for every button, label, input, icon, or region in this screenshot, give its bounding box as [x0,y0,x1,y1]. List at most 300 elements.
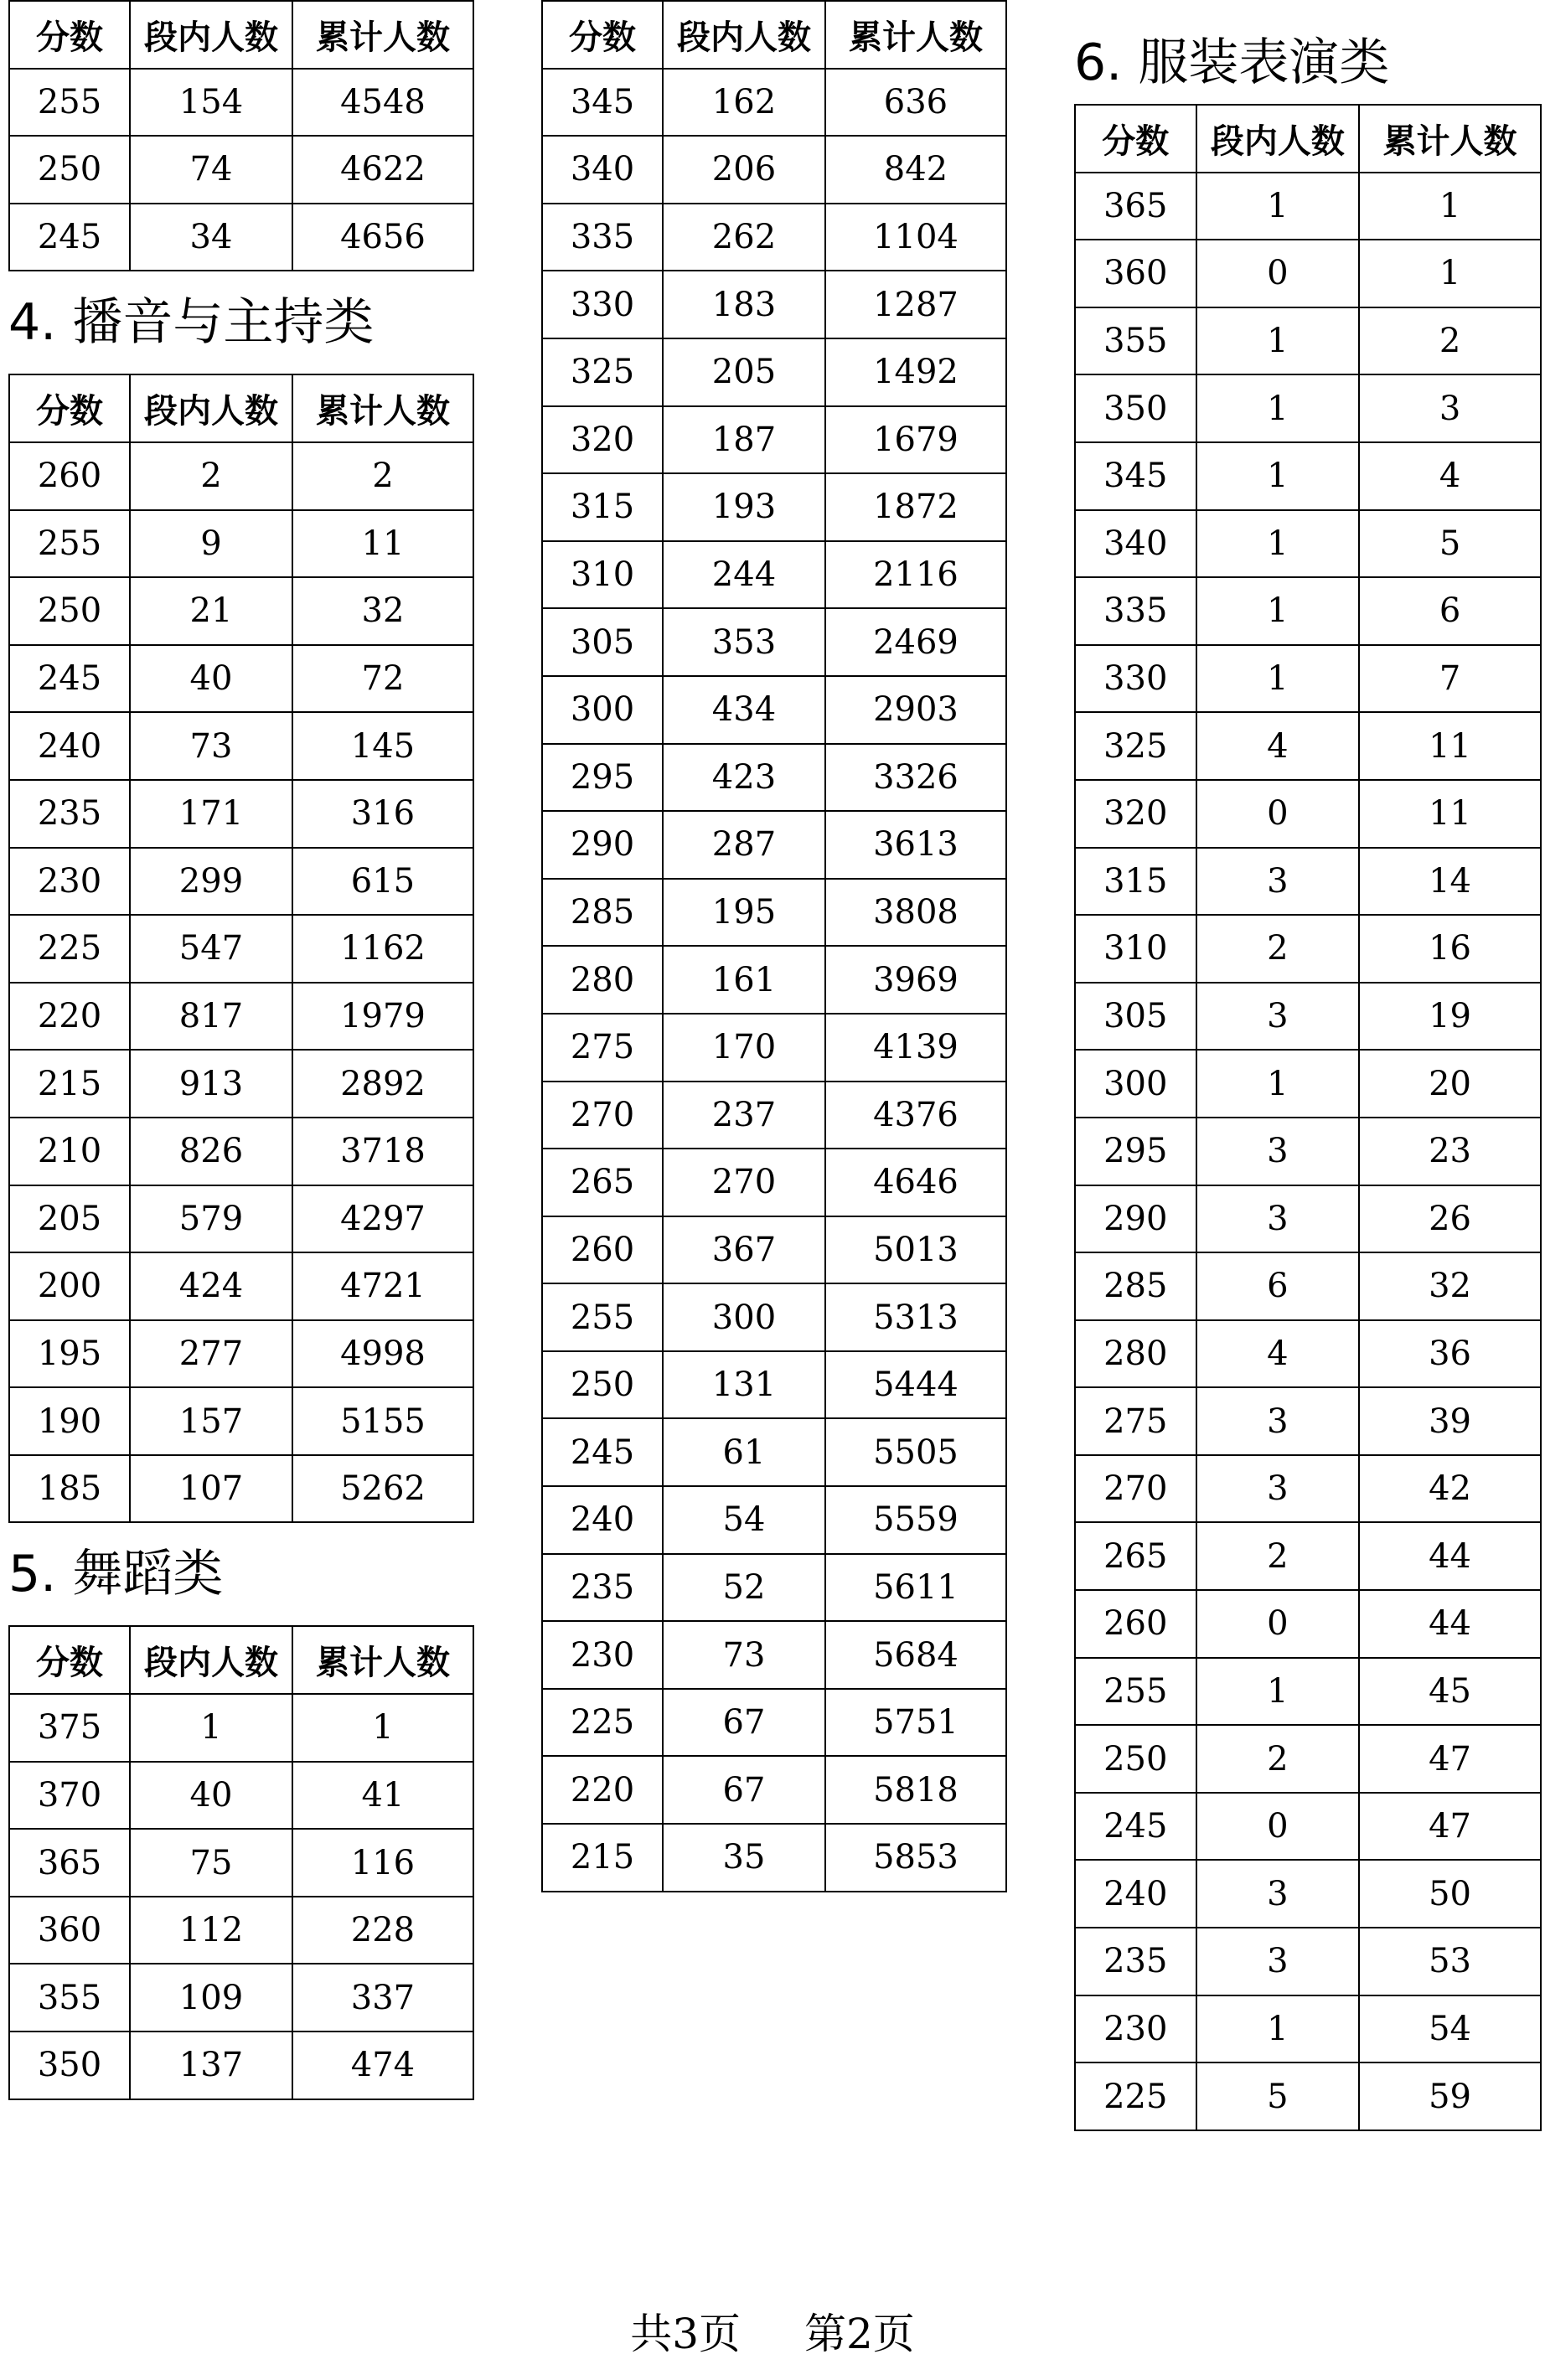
header-cumulative-count: 累计人数 [292,1626,473,1694]
table-row [542,204,1006,271]
score-table-dance [8,1625,474,2099]
table-row [542,541,1006,609]
table-row [9,848,473,916]
score-cell: 275 [1075,1387,1196,1455]
cumulative-count-cell: 53 [1359,1928,1541,1995]
score-table-fashion [1074,104,1542,2131]
segment-count-cell: 52 [663,1554,825,1622]
segment-count-cell: 107 [130,1455,292,1523]
table-row [542,1014,1006,1082]
cumulative-count-cell: 4656 [292,204,473,271]
segment-count-cell: 170 [663,1014,825,1082]
table-row [9,1050,473,1118]
cumulative-count-cell: 41 [292,1762,473,1830]
segment-count-cell: 54 [663,1486,825,1554]
segment-count-cell: 3 [1196,983,1360,1051]
segment-count-cell: 6 [1196,1252,1360,1320]
segment-count-cell: 3 [1196,1185,1360,1253]
score-cell: 265 [1075,1522,1196,1590]
cumulative-count-cell: 4297 [292,1185,473,1253]
cumulative-count-cell: 228 [292,1897,473,1964]
column-middle [541,0,1007,1892]
segment-count-cell: 424 [130,1252,292,1320]
segment-count-cell: 1 [1196,442,1360,510]
score-cell: 305 [1075,983,1196,1051]
table-row [9,1762,473,1830]
segment-count-cell: 21 [130,577,292,645]
score-cell: 240 [542,1486,663,1554]
cumulative-count-cell: 2469 [825,608,1006,676]
cumulative-count-cell: 4 [1359,442,1541,510]
cumulative-count-cell: 3969 [825,946,1006,1014]
cumulative-count-cell: 54 [1359,1995,1541,2063]
table-row [9,204,473,271]
table-row [1075,915,1541,983]
cumulative-count-cell: 2116 [825,541,1006,609]
table-row [9,915,473,983]
segment-count-cell: 73 [130,712,292,780]
segment-count-cell: 913 [130,1050,292,1118]
segment-count-cell: 547 [130,915,292,983]
table-header-row [9,1626,473,1694]
table-row [542,1216,1006,1284]
segment-count-cell: 154 [130,69,292,137]
score-cell: 230 [542,1621,663,1689]
score-cell: 295 [1075,1118,1196,1185]
score-cell: 240 [1075,1860,1196,1928]
table-header-row [9,374,473,442]
segment-count-cell: 367 [663,1216,825,1284]
score-cell: 320 [1075,780,1196,848]
cumulative-count-cell: 19 [1359,983,1541,1051]
segment-count-cell: 187 [663,406,825,474]
score-cell: 225 [9,915,130,983]
score-cell: 255 [1075,1658,1196,1726]
table-row [1075,1320,1541,1388]
score-cell: 375 [9,1694,130,1762]
segment-count-cell: 131 [663,1351,825,1419]
score-cell: 245 [542,1418,663,1486]
segment-count-cell: 262 [663,204,825,271]
cumulative-count-cell: 116 [292,1829,473,1897]
current-page: 第2页 [804,2310,915,2358]
cumulative-count-cell: 1 [292,1694,473,1762]
score-cell: 250 [542,1351,663,1419]
segment-count-cell: 299 [130,848,292,916]
score-cell: 215 [9,1050,130,1118]
score-cell: 195 [9,1320,130,1388]
segment-count-cell: 2 [130,442,292,510]
segment-count-cell: 826 [130,1118,292,1185]
score-cell: 230 [9,848,130,916]
header-segment-count: 段内人数 [130,1626,292,1694]
score-cell: 270 [1075,1455,1196,1523]
header-score: 分数 [1075,105,1196,173]
score-cell: 235 [1075,1928,1196,1995]
table-row [542,744,1006,812]
cumulative-count-cell: 5444 [825,1351,1006,1419]
column-right [1074,0,1542,2131]
score-cell: 200 [9,1252,130,1320]
segment-count-cell: 2 [1196,1725,1360,1793]
cumulative-count-cell: 2 [292,442,473,510]
segment-count-cell: 67 [663,1756,825,1824]
segment-count-cell: 0 [1196,240,1360,307]
score-cell: 190 [9,1387,130,1455]
score-cell: 310 [1075,915,1196,983]
score-cell: 285 [542,879,663,947]
table-row [542,271,1006,338]
segment-count-cell: 205 [663,338,825,406]
cumulative-count-cell: 2 [1359,307,1541,375]
cumulative-count-cell: 3613 [825,811,1006,879]
cumulative-count-cell: 3326 [825,744,1006,812]
segment-count-cell: 109 [130,1964,292,2032]
table-row [9,1387,473,1455]
cumulative-count-cell: 3718 [292,1118,473,1185]
score-cell: 245 [9,645,130,713]
segment-count-cell: 171 [130,780,292,848]
table-row [542,1149,1006,1216]
header-score: 分数 [542,1,663,69]
cumulative-count-cell: 36 [1359,1320,1541,1388]
cumulative-count-cell: 72 [292,645,473,713]
cumulative-count-cell: 5611 [825,1554,1006,1622]
segment-count-cell: 40 [130,1762,292,1830]
cumulative-count-cell: 337 [292,1964,473,2032]
cumulative-count-cell: 5751 [825,1689,1006,1757]
cumulative-count-cell: 1287 [825,271,1006,338]
score-cell: 335 [1075,577,1196,645]
segment-count-cell: 67 [663,1689,825,1757]
score-cell: 310 [542,541,663,609]
table-row [542,1824,1006,1892]
table-row [1075,240,1541,307]
cumulative-count-cell: 5155 [292,1387,473,1455]
cumulative-count-cell: 4139 [825,1014,1006,1082]
section-title-dance: 5. 舞蹈类 [8,1545,224,1604]
score-cell: 230 [1075,1995,1196,2063]
segment-count-cell: 817 [130,983,292,1051]
table-header-row [542,1,1006,69]
section-title-fashion: 6. 服装表演类 [1074,34,1390,92]
cumulative-count-cell: 2892 [292,1050,473,1118]
table-row [1075,1118,1541,1185]
score-cell: 250 [9,577,130,645]
score-cell: 290 [1075,1185,1196,1253]
segment-count-cell: 183 [663,271,825,338]
segment-count-cell: 193 [663,473,825,541]
cumulative-count-cell: 50 [1359,1860,1541,1928]
table-row [542,1351,1006,1419]
header-score: 分数 [9,1,130,69]
score-cell: 355 [9,1964,130,2032]
cumulative-count-cell: 5559 [825,1486,1006,1554]
segment-count-cell: 3 [1196,1928,1360,1995]
column-left [8,0,474,2100]
table-row [1075,173,1541,240]
cumulative-count-cell: 615 [292,848,473,916]
cumulative-count-cell: 5262 [292,1455,473,1523]
table-row [542,608,1006,676]
table-row [542,338,1006,406]
page-footer [0,2300,1545,2361]
table-row [542,879,1006,947]
score-cell: 355 [1075,307,1196,375]
cumulative-count-cell: 5 [1359,510,1541,578]
score-table-broadcasting [8,374,474,1523]
score-cell: 330 [542,271,663,338]
segment-count-cell: 1 [1196,645,1360,713]
table-row [1075,1928,1541,1995]
table-header-row [1075,105,1541,173]
score-cell: 260 [9,442,130,510]
segment-count-cell: 0 [1196,1793,1360,1861]
segment-count-cell: 137 [130,2032,292,2099]
segment-count-cell: 353 [663,608,825,676]
score-cell: 360 [1075,240,1196,307]
segment-count-cell: 423 [663,744,825,812]
table-row [1075,983,1541,1051]
cumulative-count-cell: 16 [1359,915,1541,983]
segment-count-cell: 287 [663,811,825,879]
cumulative-count-cell: 11 [1359,712,1541,780]
score-cell: 205 [9,1185,130,1253]
table-row [1075,510,1541,578]
cumulative-count-cell: 4548 [292,69,473,137]
segment-count-cell: 73 [663,1621,825,1689]
segment-count-cell: 4 [1196,1320,1360,1388]
table-row [1075,577,1541,645]
cumulative-count-cell: 636 [825,69,1006,137]
header-segment-count: 段内人数 [130,1,292,69]
table-row [9,780,473,848]
segment-count-cell: 1 [1196,307,1360,375]
segment-count-cell: 300 [663,1283,825,1351]
header-score: 分数 [9,374,130,442]
cumulative-count-cell: 5013 [825,1216,1006,1284]
cumulative-count-cell: 842 [825,136,1006,204]
segment-count-cell: 277 [130,1320,292,1388]
table-row [542,1756,1006,1824]
cumulative-count-cell: 4998 [292,1320,473,1388]
cumulative-count-cell: 23 [1359,1118,1541,1185]
segment-count-cell: 112 [130,1897,292,1964]
score-cell: 345 [542,69,663,137]
segment-count-cell: 161 [663,946,825,1014]
section-title-broadcasting: 4. 播音与主持类 [8,293,375,353]
table-row [9,1455,473,1523]
table-row [542,136,1006,204]
table-row [9,1694,473,1762]
table-row [1075,1658,1541,1726]
segment-count-cell: 1 [1196,577,1360,645]
header-segment-count: 段内人数 [130,374,292,442]
segment-count-cell: 34 [130,204,292,271]
cumulative-count-cell: 44 [1359,1590,1541,1658]
table-row [542,406,1006,474]
score-cell: 250 [1075,1725,1196,1793]
table-row [542,1486,1006,1554]
segment-count-cell: 2 [1196,1522,1360,1590]
cumulative-count-cell: 39 [1359,1387,1541,1455]
cumulative-count-cell: 4646 [825,1149,1006,1216]
table-row [1075,1725,1541,1793]
cumulative-count-cell: 26 [1359,1185,1541,1253]
score-cell: 350 [9,2032,130,2099]
score-cell: 340 [542,136,663,204]
table-row [542,1418,1006,1486]
segment-count-cell: 206 [663,136,825,204]
table-header-row [9,1,473,69]
segment-count-cell: 1 [130,1694,292,1762]
score-cell: 220 [9,983,130,1051]
cumulative-count-cell: 5505 [825,1418,1006,1486]
cumulative-count-cell: 3 [1359,374,1541,442]
cumulative-count-cell: 11 [1359,780,1541,848]
table-row [9,1320,473,1388]
cumulative-count-cell: 4622 [292,136,473,204]
table-row [1075,374,1541,442]
score-cell: 370 [9,1762,130,1830]
score-cell: 225 [542,1689,663,1757]
cumulative-count-cell: 44 [1359,1522,1541,1590]
segment-count-cell: 157 [130,1387,292,1455]
cumulative-count-cell: 5684 [825,1621,1006,1689]
cumulative-count-cell: 1 [1359,173,1541,240]
cumulative-count-cell: 1162 [292,915,473,983]
header-segment-count: 段内人数 [1196,105,1360,173]
total-pages: 共3页 [630,2310,741,2358]
segment-count-cell: 1 [1196,1658,1360,1726]
score-cell: 365 [9,1829,130,1897]
segment-count-cell: 270 [663,1149,825,1216]
table-row [542,473,1006,541]
segment-count-cell: 5 [1196,2062,1360,2130]
score-cell: 235 [542,1554,663,1622]
table-row [542,69,1006,137]
table-row [1075,645,1541,713]
segment-count-cell: 1 [1196,374,1360,442]
cumulative-count-cell: 47 [1359,1793,1541,1861]
table-row [1075,1860,1541,1928]
score-cell: 260 [1075,1590,1196,1658]
segment-count-cell: 244 [663,541,825,609]
header-cumulative-count: 累计人数 [292,374,473,442]
score-cell: 250 [9,136,130,204]
table-row [1075,442,1541,510]
cumulative-count-cell: 4376 [825,1082,1006,1149]
table-row [9,510,473,578]
score-cell: 330 [1075,645,1196,713]
table-row [542,1082,1006,1149]
score-cell: 260 [542,1216,663,1284]
score-cell: 270 [542,1082,663,1149]
score-cell: 305 [542,608,663,676]
score-cell: 345 [1075,442,1196,510]
cumulative-count-cell: 5853 [825,1824,1006,1892]
table-row [1075,1590,1541,1658]
header-score: 分数 [9,1626,130,1694]
table-row [542,1554,1006,1622]
header-cumulative-count: 累计人数 [825,1,1006,69]
score-cell: 255 [9,69,130,137]
header-cumulative-count: 累计人数 [292,1,473,69]
table-row [9,442,473,510]
score-cell: 245 [9,204,130,271]
table-row [9,577,473,645]
cumulative-count-cell: 3808 [825,879,1006,947]
table-row [1075,712,1541,780]
score-table-dance-continued [541,0,1007,1892]
score-cell: 185 [9,1455,130,1523]
table-row [542,1283,1006,1351]
segment-count-cell: 162 [663,69,825,137]
table-row [542,676,1006,744]
segment-count-cell: 74 [130,136,292,204]
cumulative-count-cell: 42 [1359,1455,1541,1523]
score-cell: 300 [542,676,663,744]
score-cell: 210 [9,1118,130,1185]
table-row [1075,1387,1541,1455]
cumulative-count-cell: 20 [1359,1050,1541,1118]
segment-count-cell: 579 [130,1185,292,1253]
score-cell: 350 [1075,374,1196,442]
segment-count-cell: 0 [1196,780,1360,848]
cumulative-count-cell: 32 [1359,1252,1541,1320]
cumulative-count-cell: 1979 [292,983,473,1051]
cumulative-count-cell: 474 [292,2032,473,2099]
table-row [1075,1185,1541,1253]
score-cell: 320 [542,406,663,474]
score-cell: 280 [542,946,663,1014]
score-cell: 275 [542,1014,663,1082]
table-row [1075,1050,1541,1118]
cumulative-count-cell: 6 [1359,577,1541,645]
cumulative-count-cell: 1104 [825,204,1006,271]
cumulative-count-cell: 316 [292,780,473,848]
cumulative-count-cell: 1492 [825,338,1006,406]
score-cell: 360 [9,1897,130,1964]
segment-count-cell: 1 [1196,173,1360,240]
table-row [1075,2062,1541,2130]
segment-count-cell: 195 [663,879,825,947]
segment-count-cell: 4 [1196,712,1360,780]
score-cell: 315 [1075,848,1196,916]
table-row [9,69,473,137]
cumulative-count-cell: 1872 [825,473,1006,541]
cumulative-count-cell: 5313 [825,1283,1006,1351]
score-cell: 280 [1075,1320,1196,1388]
score-cell: 300 [1075,1050,1196,1118]
table-row [1075,1995,1541,2063]
segment-count-cell: 237 [663,1082,825,1149]
segment-count-cell: 3 [1196,848,1360,916]
score-cell: 255 [542,1283,663,1351]
cumulative-count-cell: 11 [292,510,473,578]
table-row [9,712,473,780]
table-row [542,1689,1006,1757]
segment-count-cell: 35 [663,1824,825,1892]
segment-count-cell: 1 [1196,1995,1360,2063]
cumulative-count-cell: 32 [292,577,473,645]
segment-count-cell: 0 [1196,1590,1360,1658]
table-row [542,811,1006,879]
table-row [1075,1252,1541,1320]
score-cell: 335 [542,204,663,271]
table-row [542,1621,1006,1689]
cumulative-count-cell: 59 [1359,2062,1541,2130]
